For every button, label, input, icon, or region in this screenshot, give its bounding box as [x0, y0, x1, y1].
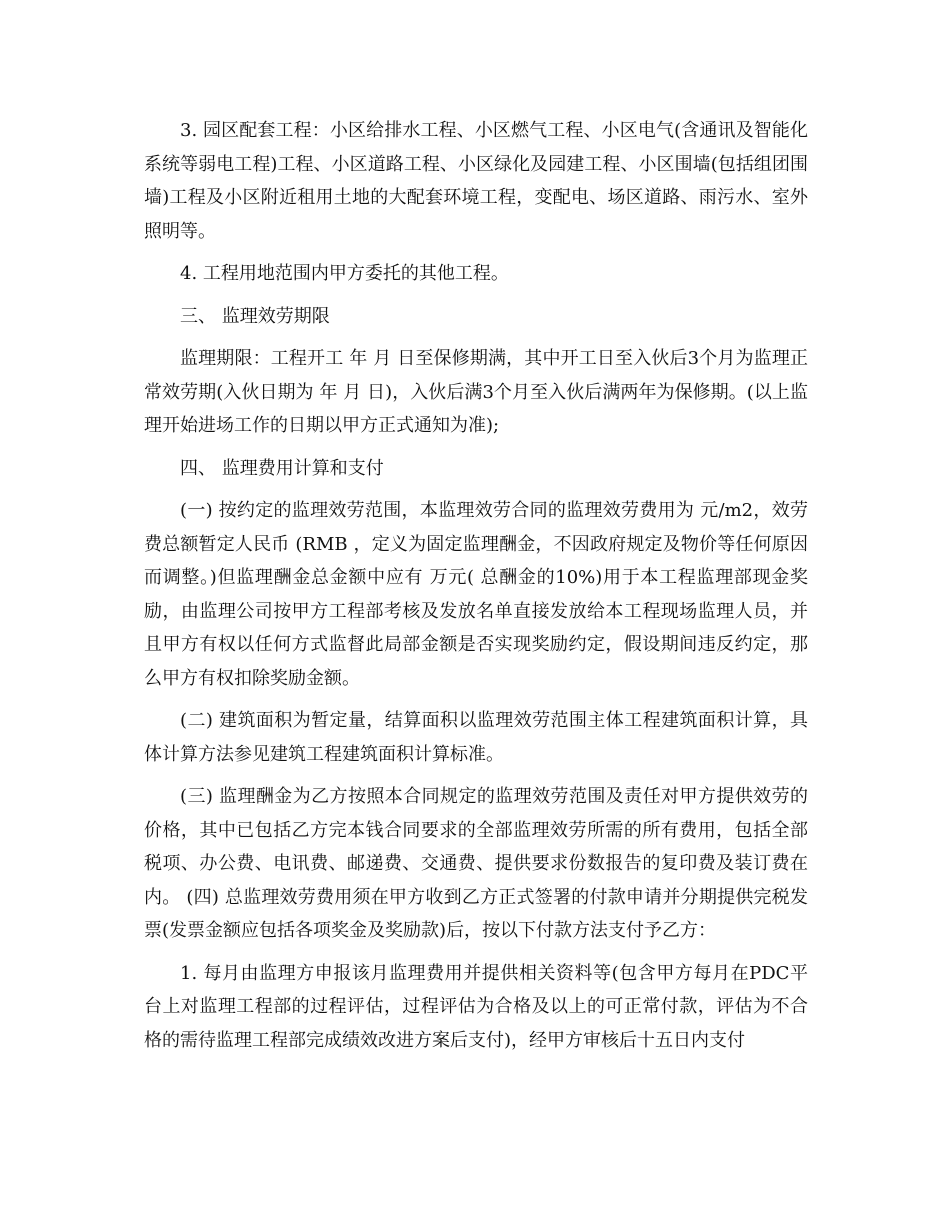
heading-service-period: 三、 监理效劳期限	[180, 305, 330, 327]
document-body	[144, 114, 808, 1066]
paragraph-building-area: (二) 建筑面积为暂定量，结算面积以监理效劳范围主体工程建筑面积计算，具体计算方法参见建筑工程建筑面积计算标准。	[144, 710, 808, 765]
heading-fee-calculation: 四、 监理费用计算和支付	[180, 457, 384, 479]
paragraph-supporting-works: 3. 园区配套工程：小区给排水工程、小区燃气工程、小区电气(含通讯及智能化系统等弱电工程)工程、小区道路工程、小区绿化及园建工程、小区围墙(包括组团围墙)工程及小区附近租用土地的大配套环境工程，变配电、场区道路、雨污水、室外照明等。	[144, 120, 808, 242]
paragraph-other-works: 4. 工程用地范围内甲方委托的其他工程。	[180, 263, 509, 284]
paragraph-supervision-period: 监理期限：工程开工 年 月 日至保修期满，其中开工日至入伙后3个月为监理正常效劳期(入伙日期为 年 月 日)，入伙后满3个月至入伙后满两年为保修期。(以上监理开始进场工作的日期以甲方正式通知为准);	[144, 348, 808, 436]
paragraph-fee-content: (三) 监理酬金为乙方按照本合同规定的监理效劳范围及责任对甲方提供效劳的价格，其中已包括乙方完本钱合同要求的全部监理效劳所需的所有费用，包括全部税项、办公费、电讯费、邮递费、交通费、提供要求份数报告的复印费及装订费在内。 (四) 总监理效劳费用须在甲方收到乙方正式签署的付款申请并分期提供完税发票(发票金额应包括各项奖金及奖励款)后，按以下付款方法支付予乙方：	[144, 786, 808, 941]
paragraph-monthly-payment: 1. 每月由监理方申报该月监理费用并提供相关资料等(包含甲方每月在PDC平台上对监理工程部的过程评估，过程评估为合格及以上的可正常付款，评估为不合格的需待监理工程部完成绩效改进方案后支付)，经甲方审核后十五日内支付	[144, 962, 808, 1051]
paragraph-fee-scope: (一) 按约定的监理效劳范围，本监理效劳合同的监理效劳费用为 元/m2，效劳费总额暂定人民币 (RMB ，定义为固定监理酬金，不因政府规定及物价等任何原因而调整。)但监理酬金总金额中应有 万元( 总酬金的10%)用于本工程监理部现金奖励，由监理公司按甲方工程部考核及发放名单直接发放给本工程现场监理人员，并且甲方有权以任何方式监督此局部金额是否实现奖励约定，假设期间违反约定，那么甲方有权扣除奖励金额。	[144, 500, 808, 689]
